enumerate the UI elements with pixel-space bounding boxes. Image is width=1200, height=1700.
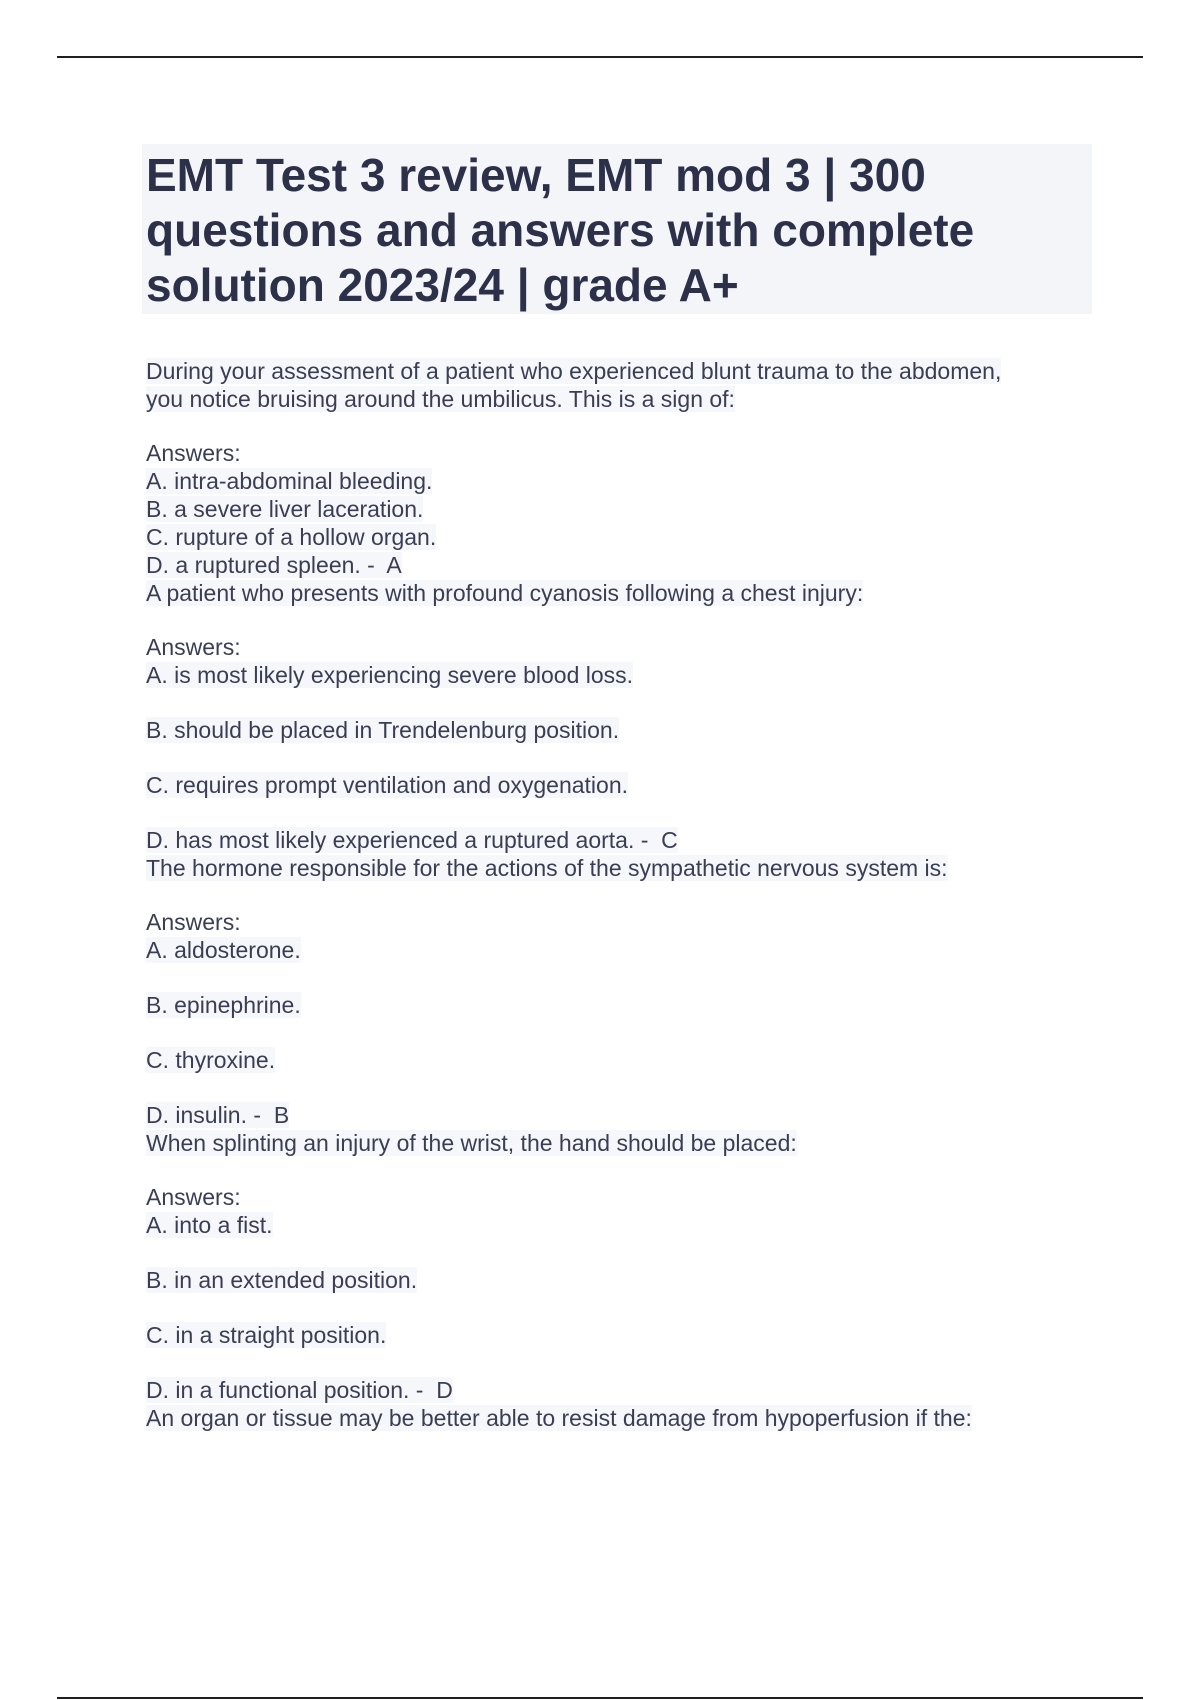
- question-1-option-d: D. a ruptured spleen. - A: [146, 552, 402, 578]
- question-5-prompt: An organ or tissue may be better able to resist damage from hypoperfusion if the:: [146, 1405, 972, 1431]
- question-3-option-d: D. insulin. - B: [146, 1102, 290, 1128]
- top-rule: [57, 56, 1143, 58]
- question-2-answers-label: Answers:: [146, 634, 241, 660]
- question-2-option-c: C. requires prompt ventilation and oxygenation.: [146, 772, 629, 798]
- document-title: EMT Test 3 review, EMT mod 3 | 300 questions and answers with complete solution 2023/24 | grade A+: [146, 149, 975, 311]
- document-body: [146, 357, 1106, 1432]
- question-4-option-b: B. in an extended position.: [146, 1267, 418, 1293]
- question-3-option-c: C. thyroxine.: [146, 1047, 276, 1073]
- question-4-prompt: When splinting an injury of the wrist, the hand should be placed:: [146, 1130, 797, 1156]
- question-2-option-b: B. should be placed in Trendelenburg position.: [146, 717, 620, 743]
- question-3-answers-label: Answers:: [146, 909, 241, 935]
- question-3-prompt: The hormone responsible for the actions of the sympathetic nervous system is:: [146, 855, 948, 881]
- question-2-prompt: A patient who presents with profound cyanosis following a chest injury:: [146, 580, 864, 606]
- question-4-answers-label: Answers:: [146, 1184, 241, 1210]
- question-4-option-a: A. into a fist.: [146, 1212, 273, 1238]
- question-3-option-b: B. epinephrine.: [146, 992, 301, 1018]
- question-1-option-a: A. intra-abdominal bleeding.: [146, 468, 433, 494]
- question-2-option-a: A. is most likely experiencing severe blood loss.: [146, 662, 634, 688]
- question-1-prompt-line-2: you notice bruising around the umbilicus. This is a sign of:: [146, 386, 735, 412]
- question-3-option-a: A. aldosterone.: [146, 937, 301, 963]
- bottom-rule: [57, 1697, 1143, 1699]
- question-2-option-d: D. has most likely experienced a ruptured aorta. - C: [146, 827, 678, 853]
- question-1-prompt-line-1: During your assessment of a patient who experienced blunt trauma to the abdomen,: [146, 358, 1002, 384]
- question-1-answers-label: Answers:: [146, 440, 241, 466]
- question-1-option-b: B. a severe liver laceration.: [146, 496, 424, 522]
- question-4-option-c: C. in a straight position.: [146, 1322, 387, 1348]
- question-4-option-d: D. in a functional position. - D: [146, 1377, 453, 1403]
- question-1-option-c: C. rupture of a hollow organ.: [146, 524, 437, 550]
